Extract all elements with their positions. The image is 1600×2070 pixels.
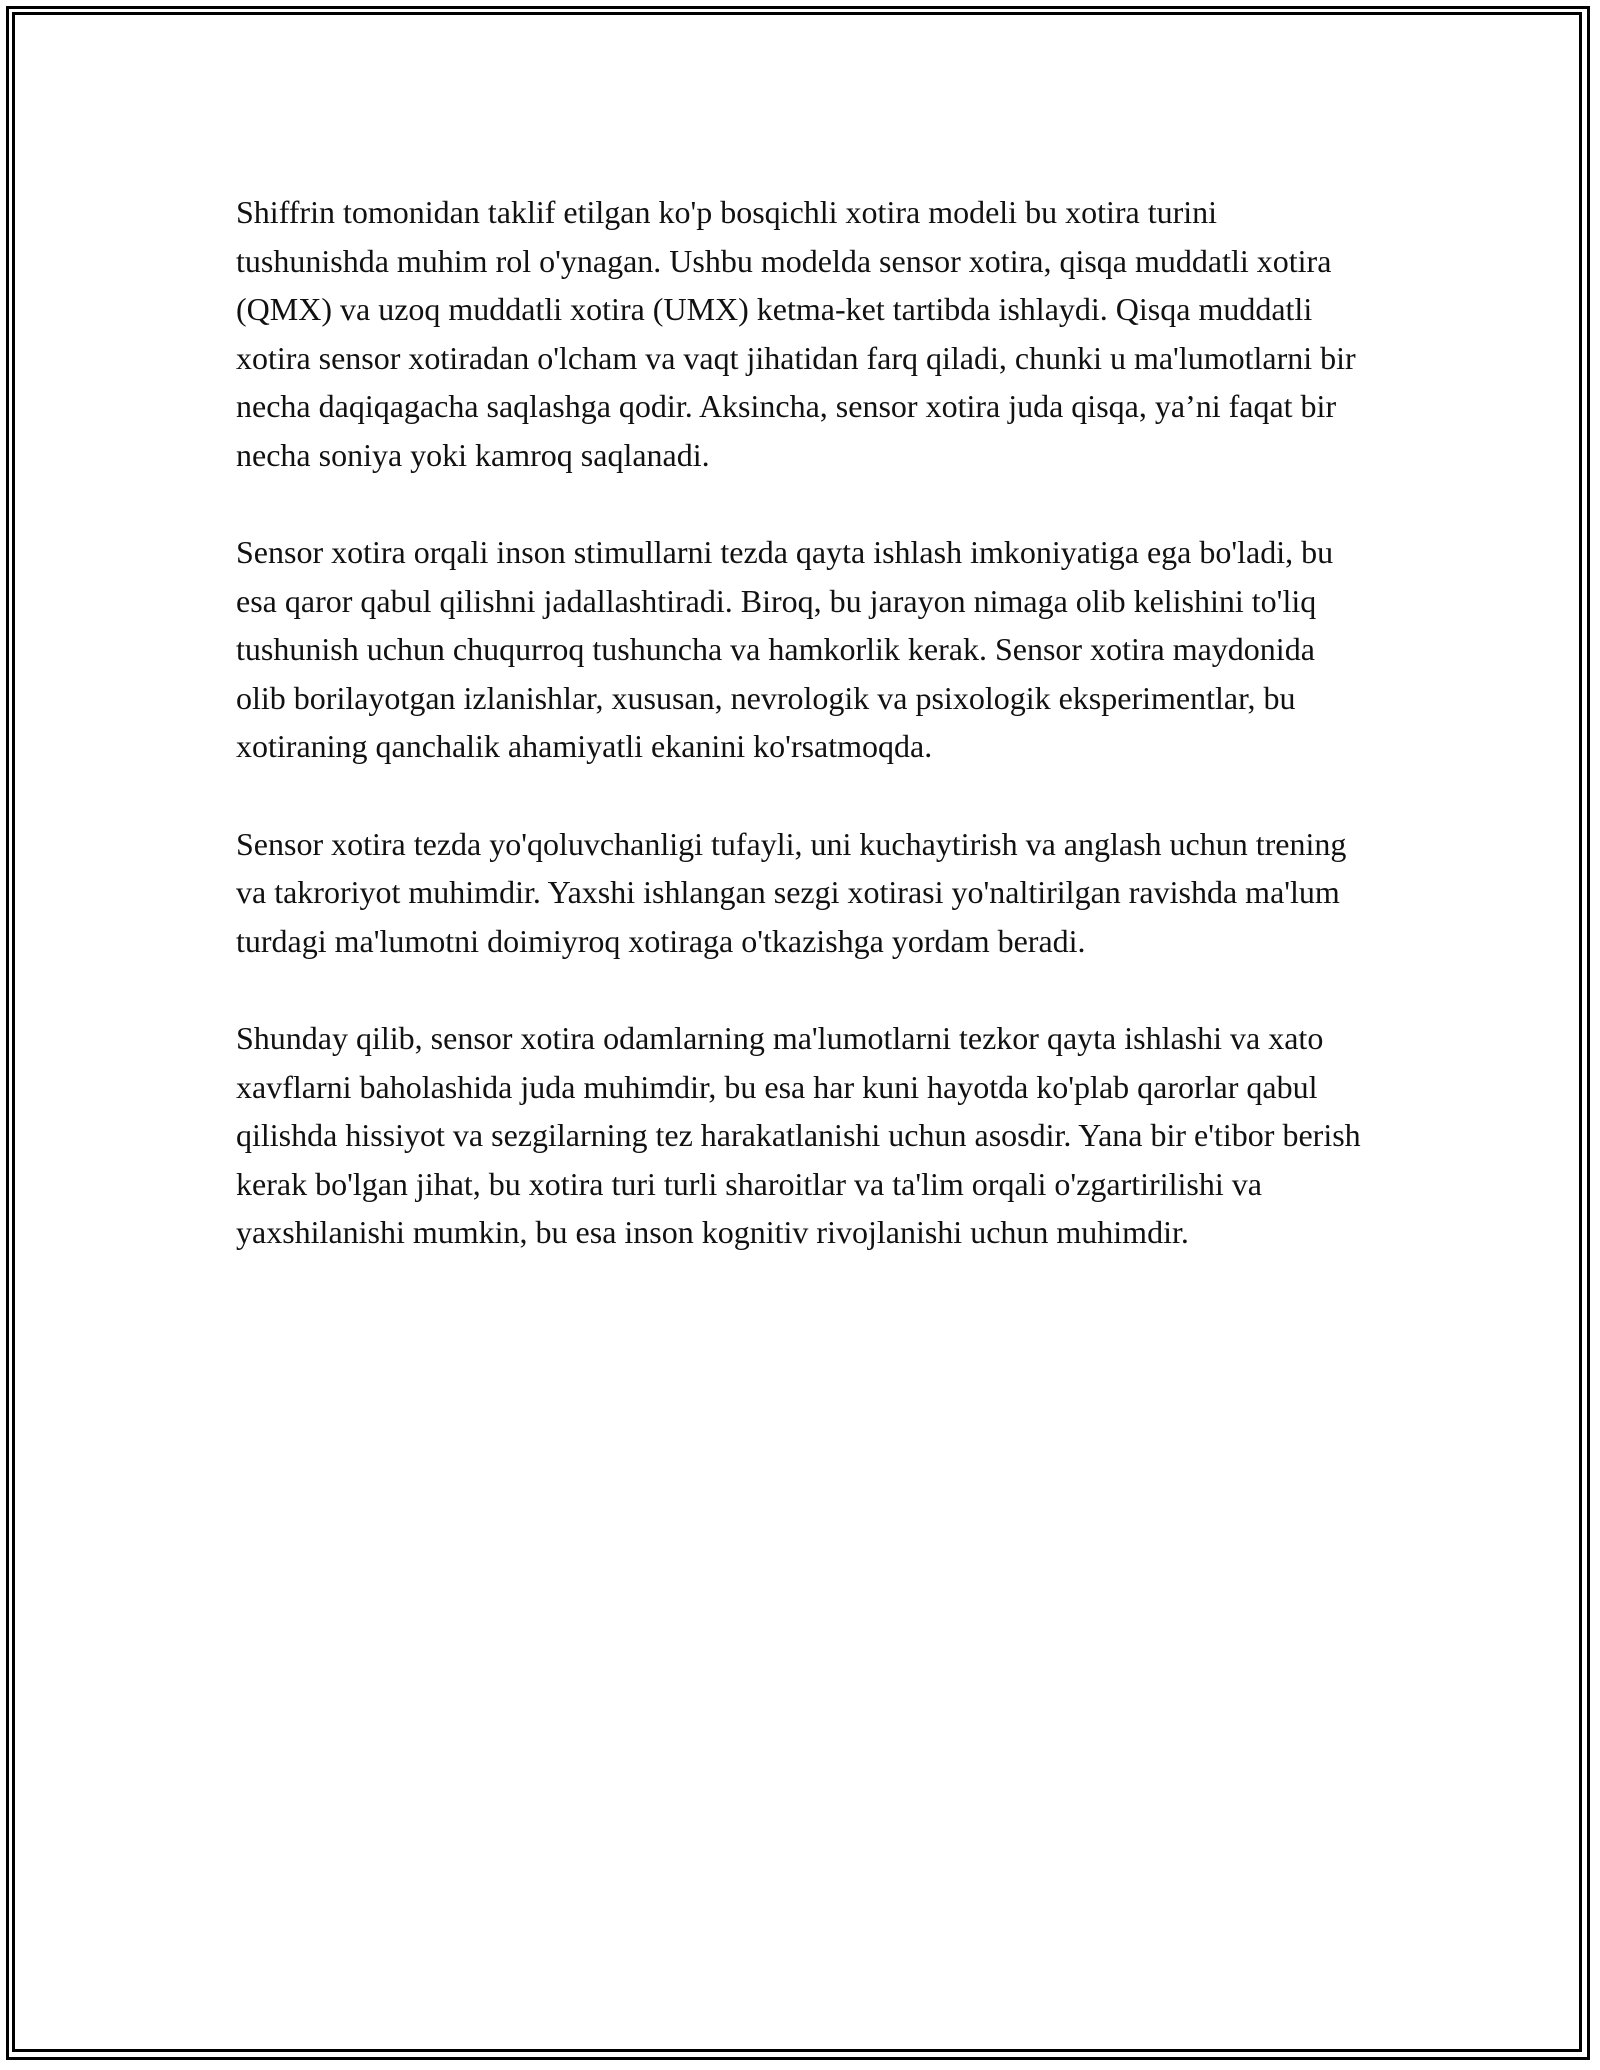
paragraph-2: Sensor xotira orqali inson stimullarni tezda qayta ishlash imkoniyatiga ega bo'ladi, bu esa qaror qabul qilishni jadallashtiradi. Biroq, bu jarayon nimaga olib kelishini to'liq tushunish uchun chuqurroq tushuncha va hamkorlik kerak. Sensor xotira maydonida olib borilayotgan izlanishlar, xususan, nevrologik va psixologik eksperimentlar, bu xotiraning qanchalik ahamiyatli ekanini ko'rsatmoqda. <box>236 534 1334 764</box>
paragraph-3: Sensor xotira tezda yo'qoluvchanligi tufayli, uni kuchaytirish va anglash uchun trening va takroriyot muhimdir. Yaxshi ishlangan sezgi xotirasi yo'naltirilgan ravishda ma'lum turdagi ma'lumotni doimiyroq xotiraga o'tkazishga yordam beradi. <box>236 825 1347 959</box>
document-body <box>236 188 1366 1306</box>
paragraph-4: Shunday qilib, sensor xotira odamlarning ma'lumotlarni tezkor qayta ishlashi va xato xavflarni baholashida juda muhimdir, bu esa har kuni hayotda ko'plab qarorlar qabul qilishda hissiyot va sezgilarning tez harakatlanishi uchun asosdir. Yana bir e'tibor berish kerak bo'lgan jihat, bu xotira turi turli sharoitlar va ta'lim orqali o'zgartirilishi va yaxshilanishi mumkin, bu esa inson kognitiv rivojlanishi uchun muhimdir. <box>236 1020 1361 1250</box>
paragraph-1: Shiffrin tomonidan taklif etilgan ko'p bosqichli xotira modeli bu xotira turini tushunishda muhim rol o'ynagan. Ushbu modelda sensor xotira, qisqa muddatli xotira (QMX) va uzoq muddatli xotira (UMX) ketma-ket tartibda ishlaydi. Qisqa muddatli xotira sensor xotiradan o'lcham va vaqt jihatidan farq qiladi, chunki u ma'lumotlarni bir necha daqiqagacha saqlashga qodir. Aksincha, sensor xotira juda qisqa, ya’ni faqat bir necha soniya yoki kamroq saqlanadi. <box>236 194 1356 473</box>
